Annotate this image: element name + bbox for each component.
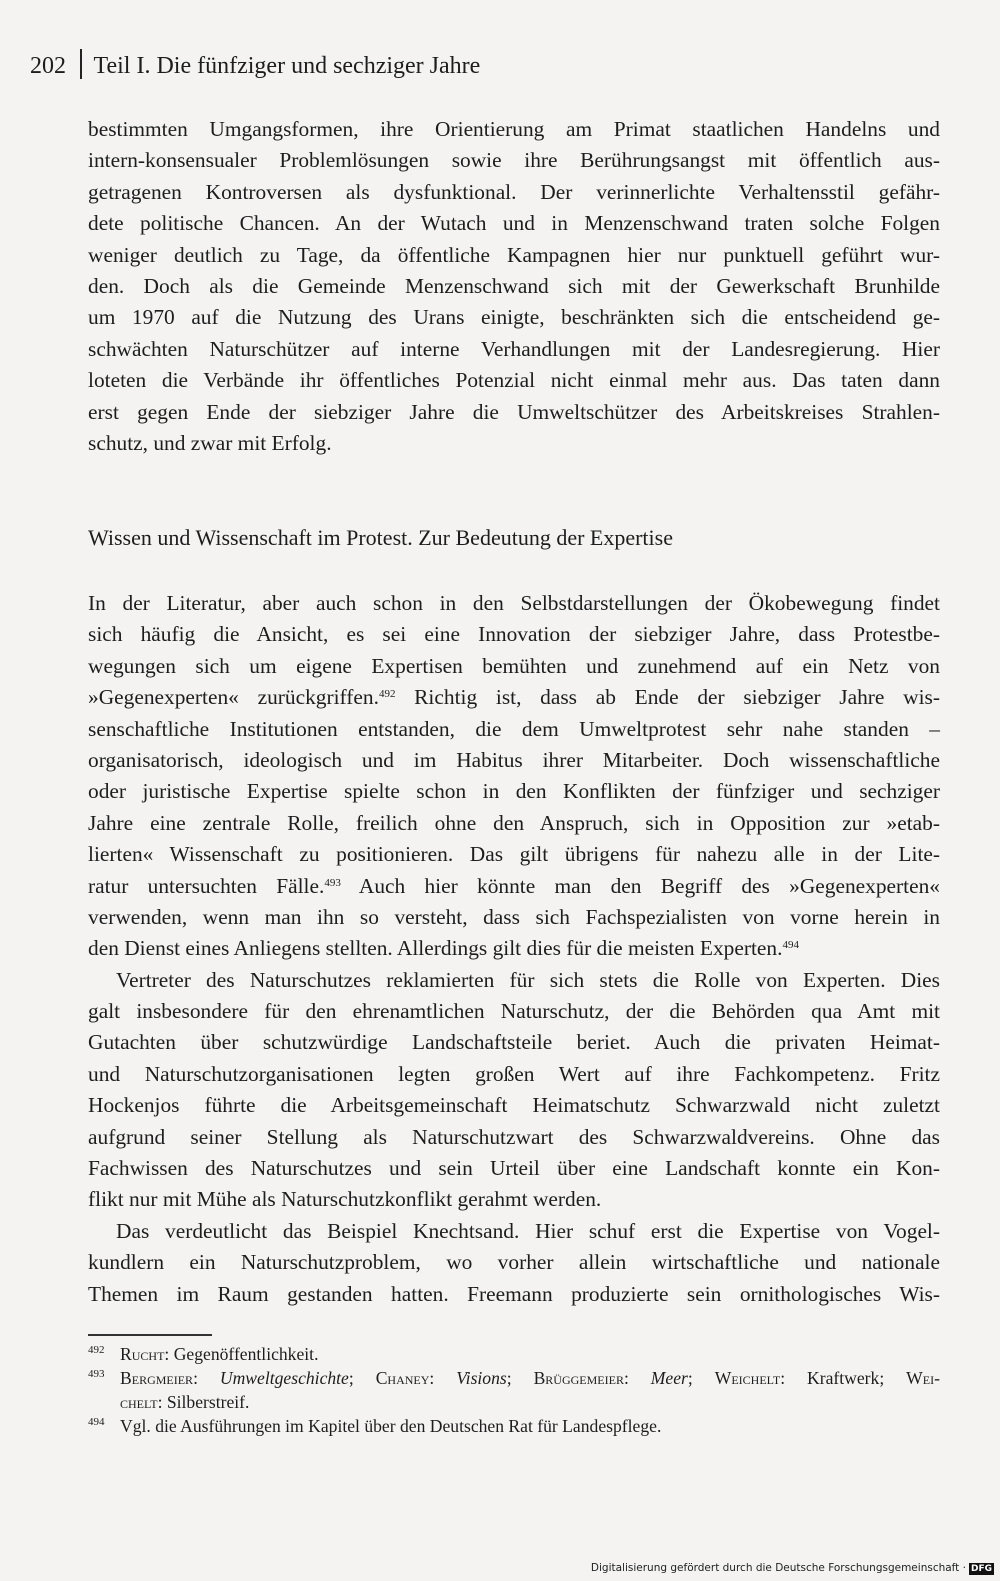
section-body (88, 588, 940, 1310)
section-heading: Wissen und Wissenschaft im Protest. Zur Bedeutung der Expertise (88, 525, 673, 550)
header-separator (80, 49, 82, 79)
text-line: aufgrund seiner Stellung als Naturschutzwart des Schwarzwaldvereins. Ohne das (88, 1124, 940, 1149)
text-line: flikt nur mit Mühe als Naturschutzkonflikt gerahmt werden. (88, 1187, 602, 1212)
footnote-493: 493 Bergmeier: Umweltgeschichte; Chaney: Visions; Brüggemeier: Meer; Weichelt: Kraftwerk; Wei- (88, 1368, 940, 1388)
text-line: wegungen sich um eigene Expertisen bemühten und zunehmend auf ein Netz von (88, 653, 940, 678)
dfg-logo: DFG (970, 1564, 992, 1574)
footnote-493-cont: chelt: Silberstreif. (120, 1392, 250, 1412)
text-line: schwächten Naturschützer auf interne Verhandlungen mit der Landesregierung. Hier (88, 336, 940, 361)
text-line: schutz, und zwar mit Erfolg. (88, 430, 332, 455)
text-line: oder juristische Expertise spielte schon in den Konflikten der fünfziger und sechziger (88, 779, 940, 804)
text-line: galt insbesondere für den ehrenamtlichen Naturschutz, der die Behörden qua Amt mit (88, 999, 940, 1024)
running-head (30, 48, 480, 84)
footnote-ref-492: 492 (378, 688, 396, 701)
text-line: bestimmten Umgangsformen, ihre Orientierung am Primat staatlichen Handelns und (88, 117, 940, 141)
text-line: »Gegenexperten« zurückgriffen.$^{492}$ Richtig ist, dass ab Ende der siebziger Jahre wis- (88, 685, 940, 710)
page-number: 202 (30, 53, 66, 79)
text-line: Themen im Raum gestanden hatten. Freemann produzierte sein ornithologisches Wis- (88, 1281, 940, 1306)
text-line: um 1970 auf die Nutzung des Urans einigte, beschränkten sich die entscheidend ge- (88, 305, 940, 330)
text-line: den. Doch als die Gemeinde Menzenschwand sich mit der Gewerkschaft Brunhilde (88, 273, 940, 298)
text-line: getragenen Kontroversen als dysfunktional. Der verinnerlichte Verhaltensstil gefähr- (88, 179, 940, 204)
text-line: kundlern ein Naturschutzproblem, wo vorher allein wirtschaftliche und nationale (88, 1250, 940, 1275)
text-line: sich häufig die Ansicht, es sei eine Innovation der siebziger Jahre, dass Protestbe- (88, 622, 940, 647)
text-line: Das verdeutlicht das Beispiel Knechtsand. Hier schuf erst die Expertise von Vogel- (116, 1218, 940, 1243)
footnote-number: 493 (88, 1368, 105, 1380)
text-line: Jahre eine zentrale Rolle, freilich ohne den Anspruch, sich in Opposition zur »etab- (88, 810, 940, 835)
text-line: lierten« Wissenschaft zu positionieren. Das gilt übrigens für nahezu alle in der Lite- (88, 842, 940, 867)
text-line: ratur untersuchten Fälle.$^{493}$ Auch hier könnte man den Begriff des »Gegenexperten« (88, 873, 940, 898)
footnote-492: 492 Rucht: Gegenöffentlichkeit. (88, 1344, 319, 1364)
section-continuation (88, 114, 940, 459)
text-line: senschaftliche Institutionen entstanden, die dem Umweltprotest sehr nahe standen – (88, 716, 940, 741)
footnote-rule (88, 1334, 212, 1336)
text-line: dete politische Chancen. An der Wutach und in Menzenschwand traten solche Folgen (88, 211, 940, 236)
text-line: verwenden, wenn man ihn so versteht, dass sich Fachspezialisten von vorne herein in (88, 904, 940, 929)
text-line: erst gegen Ende der siebziger Jahre die Umweltschützer des Arbeitskreises Strahlen- (88, 399, 940, 424)
footnotes (88, 1342, 940, 1438)
text-line: den Dienst eines Anliegens stellten. Allerdings gilt dies für die meisten Experten.$^{494}$ (88, 936, 799, 961)
text-line: In der Literatur, aber auch schon in den Selbstdarstellungen der Ökobewegung findet (88, 591, 940, 615)
text-line: und Naturschutzorganisationen legten großen Wert auf ihre Fachkompetenz. Fritz (88, 1061, 940, 1086)
text-line: Gutachten über schutzwürdige Landschaftsteile beriet. Auch die privaten Heimat- (88, 1030, 940, 1055)
footnote-ref-494: 494 (782, 939, 799, 952)
footnote-number: 492 (88, 1344, 105, 1356)
digitization-credit: Digitalisierung gefördert durch die Deutsche Forschungsgemeinschaft · DFG (590, 1562, 992, 1574)
running-title: Teil I. Die fünfziger und sechziger Jahre (93, 53, 481, 79)
text-line: weniger deutlich zu Tage, da öffentliche Kampagnen hier nur punktuell geführt wur- (88, 242, 940, 267)
text-line: Vertreter des Naturschutzes reklamierten für sich stets die Rolle von Experten. Dies (116, 967, 940, 992)
text-line: intern-konsensualer Problemlösungen sowie ihre Berührungsangst mit öffentlich aus- (88, 148, 940, 173)
text-line: Hockenjos führte die Arbeitsgemeinschaft Heimatschutz Schwarzwald nicht zuletzt (88, 1093, 940, 1118)
text-line: Fachwissen des Naturschutzes und sein Urteil über eine Landschaft konnte ein Kon- (88, 1156, 940, 1181)
text-line: organisatorisch, ideologisch und im Habitus ihrer Mitarbeiter. Doch wissenschaftliche (88, 747, 940, 772)
text-line: loteten die Verbände ihr öffentliches Potenzial nicht einmal mehr aus. Das taten dann (88, 368, 940, 393)
footnote-number: 494 (88, 1416, 105, 1428)
footnote-ref-493: 493 (324, 876, 341, 889)
footnote-494: 494 Vgl. die Ausführungen im Kapitel über den Deutschen Rat für Landespflege. (88, 1416, 662, 1436)
